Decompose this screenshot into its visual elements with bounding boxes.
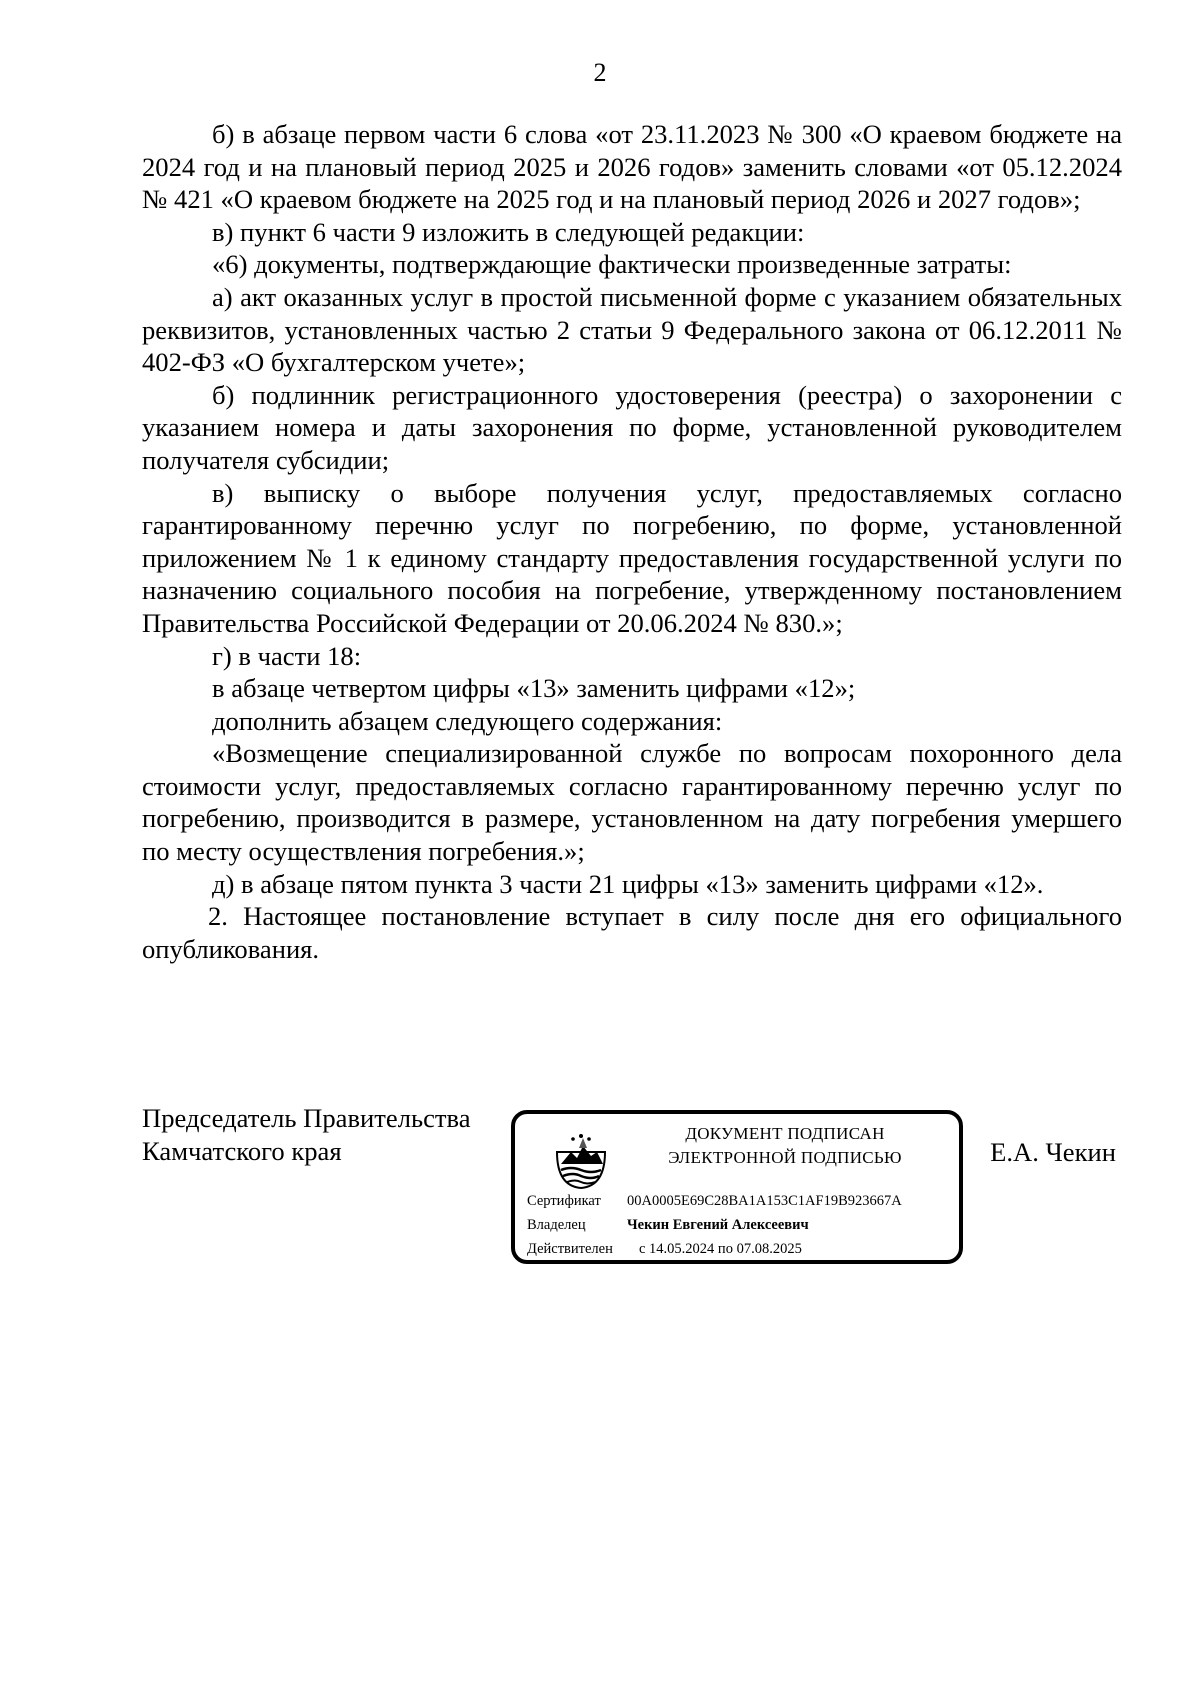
validity-value: с 14.05.2024 по 07.08.2025 — [639, 1241, 802, 1257]
paragraph-v-point6: в) пункт 6 части 9 изложить в следующей редакции: — [212, 216, 805, 247]
stamp-validity-row — [527, 1240, 802, 1258]
signatory-name: Е.А. Чекин — [990, 1137, 1116, 1167]
paragraph-g-part18: г) в части 18: — [212, 640, 362, 671]
paragraph-add-abzac: дополнить абзацем следующего содержания: — [212, 705, 723, 736]
paragraph-fourth-abzac: в абзаце четвертом цифры «13» заменить цифрами «12»; — [212, 673, 856, 704]
page-number: 2 — [593, 58, 607, 87]
paragraph-b-certificate: б) подлинник регистрационного удостоверения (реестра) о захоронении с указанием номера и даты захоронения по форме, установленной руководителем получателя субсидии; — [142, 379, 1122, 475]
owner-label: Владелец — [527, 1217, 586, 1233]
stamp-heading-line2: ЭЛЕКТРОННОЙ ПОДПИСЬЮ — [668, 1148, 902, 1167]
stamp-certificate-row — [527, 1192, 902, 1210]
certificate-label: Сертификат — [527, 1193, 601, 1209]
paragraph-v-extract: в) выписку о выборе получения услуг, предоставляемых согласно гарантированному перечню услуг по погребению, по форме, установленной приложением № 1 к единому стандарту предоставления государственной услуги по назначению социального пособия на погребение, утвержденному постановлением Правительства Российской Федерации от 20.06.2024 № 830.»; — [142, 477, 1122, 638]
signatory-title-line2: Камчатского края — [142, 1135, 342, 1166]
stamp-heading-line1: ДОКУМЕНТ ПОДПИСАН — [685, 1124, 885, 1143]
paragraph-b-budget: б) в абзаце первом части 6 слова «от 23.11.2023 № 300 «О краевом бюджете на 2024 год и на плановый период 2025 и 2026 годов» заменить словами «от 05.12.2024 № 421 «О краевом бюджете на 2025 год и на плановый период 2026 и 2027 годов»; — [142, 119, 1122, 215]
signatory-title — [142, 1102, 471, 1167]
owner-value: Чекин Евгений Алексеевич — [627, 1217, 809, 1233]
stamp-heading — [635, 1122, 935, 1170]
paragraph-2-effective: 2. Настоящее постановление вступает в силу после дня его официального опубликования. — [142, 901, 1122, 964]
certificate-value: 00A0005E69C28BA1A153C1AF19B923667A — [627, 1193, 902, 1209]
stamp-owner-row — [527, 1216, 809, 1234]
kamchatka-emblem-icon — [553, 1130, 609, 1190]
paragraph-6-documents: «6) документы, подтверждающие фактически произведенные затраты: — [212, 249, 1012, 280]
paragraph-a-act: а) акт оказанных услуг в простой письменной форме с указанием обязательных реквизитов, установленных частью 2 статьи 9 Федерального закона от 06.12.2011 № 402-ФЗ «О бухгалтерском учете»; — [142, 281, 1122, 378]
electronic-signature-stamp — [511, 1110, 963, 1264]
paragraph-d-part21: д) в абзаце пятом пункта 3 части 21 цифры «13» заменить цифрами «12». — [212, 868, 1044, 899]
validity-label: Действителен — [527, 1241, 613, 1257]
signatory-title-line1: Председатель Правительства — [142, 1103, 471, 1133]
paragraph-reimbursement: «Возмещение специализированной службе по вопросам похоронного дела стоимости услуг, предоставляемых согласно гарантированному перечню услуг по погребению, производится в размере, установленном на дату погребения умершего по месту осуществления погребения.»; — [142, 738, 1122, 867]
